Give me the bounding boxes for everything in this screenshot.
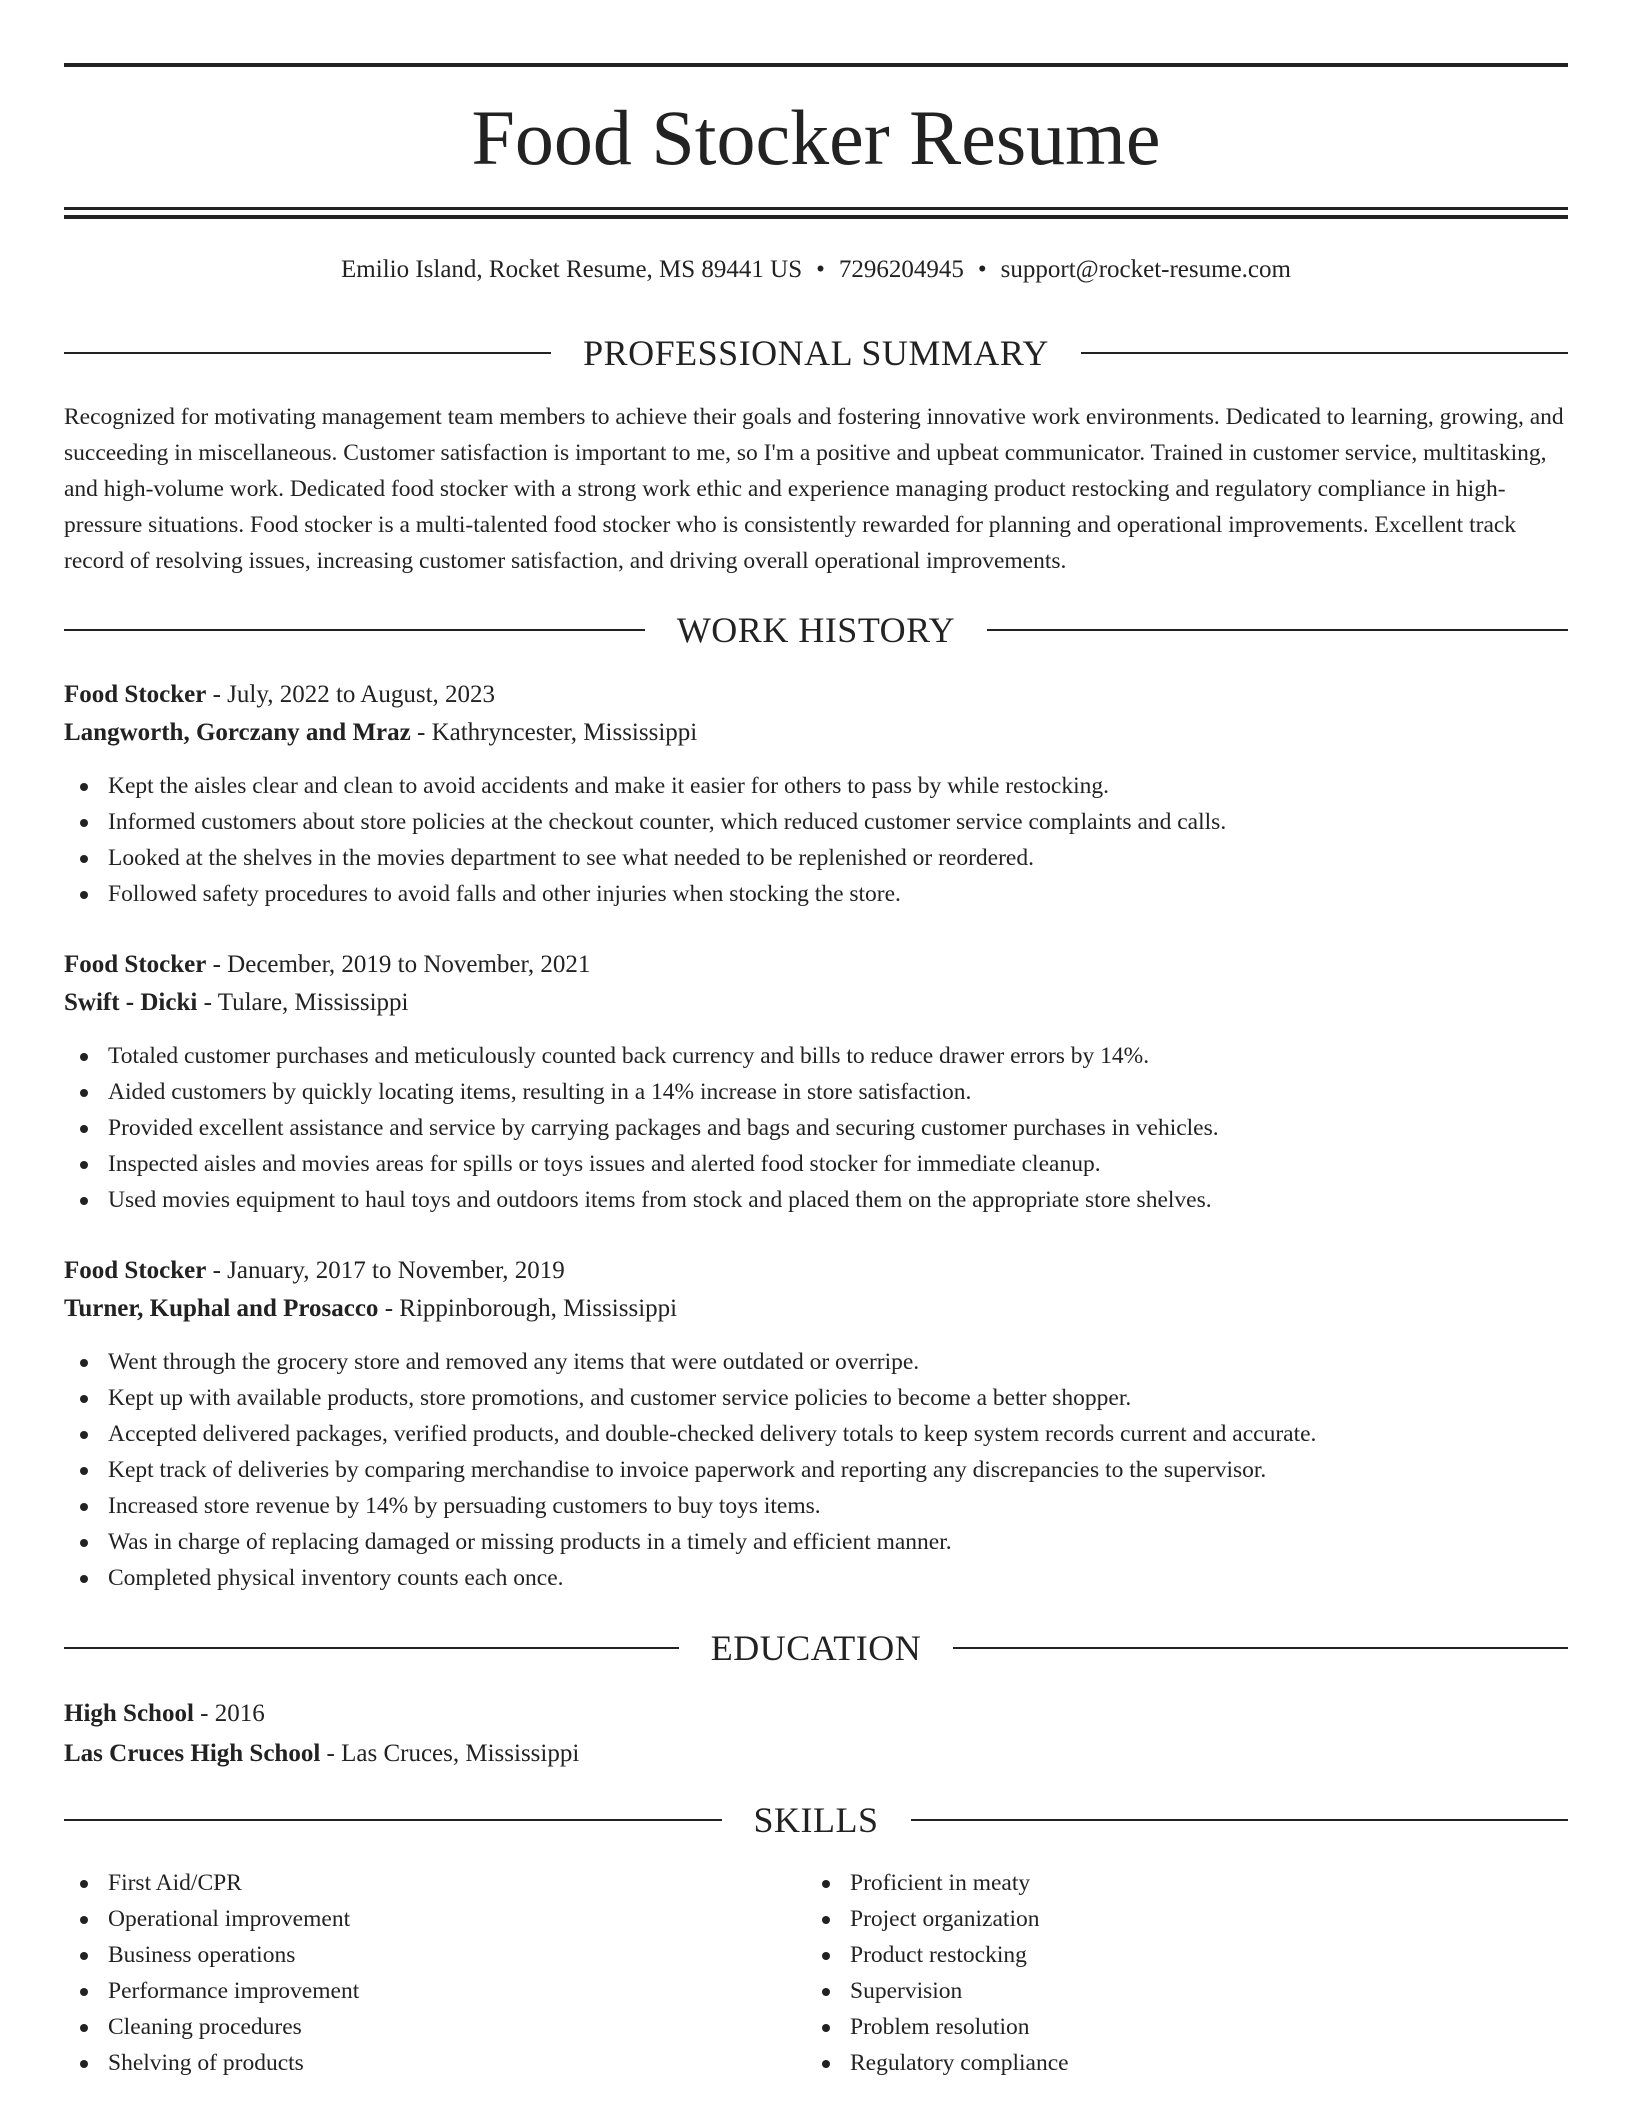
list-item: Increased store revenue by 14% by persuading customers to buy toys items. — [64, 1488, 1568, 1524]
list-item: Informed customers about store policies at the checkout counter, which reduced customer service complaints and calls. — [64, 804, 1568, 840]
list-item: Inspected aisles and movies areas for spills or toys issues and alerted food stocker for immediate cleanup. — [64, 1146, 1568, 1182]
job-bullets — [64, 1344, 1568, 1596]
contact-email: support@rocket-resume.com — [1000, 256, 1291, 283]
heading-rule — [1081, 352, 1568, 354]
list-item: Cleaning procedures — [64, 2009, 806, 2045]
job-entry — [64, 676, 1568, 912]
list-item: Followed safety procedures to avoid falls and other injuries when stocking the store. — [64, 876, 1568, 912]
heading-rule — [64, 1647, 679, 1649]
professional-summary: Recognized for motivating management team members to achieve their goals and fostering innovative work environments. Dedicated to learning, growing, and succeeding in miscellaneous. Customer satisfaction is important to me, so I'm a positive and upbeat communicator. Trained in customer service, multitasking, and high-volume work. Dedicated food stocker with a strong work ethic and experience managing product restocking and regulatory compliance in high-pressure situations. Food stocker is a multi-talented food stocker who is consistently rewarded for planning and operational improvements. Excellent track record of resolving issues, increasing customer satisfaction, and driving overall operational improvements. — [64, 404, 1564, 574]
list-item: Product restocking — [806, 1937, 1548, 1973]
job-company-line — [64, 1290, 1568, 1328]
section-title: WORK HISTORY — [676, 610, 956, 650]
job-title-line — [64, 946, 1568, 984]
list-item: Looked at the shelves in the movies department to see what needed to be replenished or reordered. — [64, 840, 1568, 876]
heading-rule — [953, 1647, 1568, 1649]
job-title: Food Stocker — [64, 951, 207, 978]
contact-address: Emilio Island, Rocket Resume, MS 89441 US — [341, 256, 803, 283]
job-bullets — [64, 1038, 1568, 1218]
list-item: Kept the aisles clear and clean to avoid accidents and make it easier for others to pass by while restocking. — [64, 768, 1568, 804]
skills-column-left — [64, 1865, 806, 2081]
job-company-line — [64, 984, 1568, 1022]
list-item: Kept up with available products, store promotions, and customer service policies to become a better shopper. — [64, 1380, 1568, 1416]
list-item: Regulatory compliance — [806, 2045, 1548, 2081]
work-history-heading — [64, 608, 1568, 652]
section-title: PROFESSIONAL SUMMARY — [583, 333, 1049, 373]
list-item: Business operations — [64, 1937, 806, 1973]
skills-heading — [64, 1798, 1568, 1842]
education-entry — [64, 1694, 1568, 1774]
list-item: Proficient in meaty — [806, 1865, 1548, 1901]
list-item: Performance improvement — [64, 1973, 806, 2009]
job-location: - Tulare, Mississippi — [197, 989, 409, 1016]
section-title: EDUCATION — [710, 1628, 922, 1668]
top-rule — [64, 63, 1568, 67]
education-degree: High School — [64, 1700, 194, 1727]
job-entry — [64, 946, 1568, 1218]
job-company-line — [64, 714, 1568, 752]
list-item: Provided excellent assistance and service by carrying packages and bags and securing customer purchases in vehicles. — [64, 1110, 1568, 1146]
section-title: SKILLS — [753, 1800, 879, 1840]
list-item: Kept track of deliveries by comparing merchandise to invoice paperwork and reporting any discrepancies to the supervisor. — [64, 1452, 1568, 1488]
education-year: - 2016 — [193, 1700, 265, 1727]
list-item: Used movies equipment to haul toys and outdoors items from stock and placed them on the appropriate store shelves. — [64, 1182, 1568, 1218]
job-company: Swift - Dicki — [64, 989, 198, 1016]
heading-rule — [911, 1819, 1569, 1821]
job-location: - Rippinborough, Mississippi — [378, 1295, 678, 1322]
list-item: Went through the grocery store and removed any items that were outdated or overripe. — [64, 1344, 1568, 1380]
heading-rule — [64, 629, 645, 631]
title-rule-lower — [64, 215, 1568, 219]
job-bullets — [64, 768, 1568, 912]
list-item: Supervision — [806, 1973, 1548, 2009]
job-dates: - December, 2019 to November, 2021 — [206, 951, 591, 978]
heading-rule — [987, 629, 1568, 631]
job-title: Food Stocker — [64, 681, 207, 708]
list-item: Completed physical inventory counts each once. — [64, 1560, 1568, 1596]
job-dates: - January, 2017 to November, 2019 — [206, 1257, 565, 1284]
job-title-line — [64, 1252, 1568, 1290]
job-title-line — [64, 676, 1568, 714]
heading-rule — [64, 1819, 722, 1821]
contact-line — [64, 252, 1568, 288]
skills-list — [64, 1865, 1568, 2081]
list-item: Accepted delivered packages, verified products, and double-checked delivery totals to keep system records current and accurate. — [64, 1416, 1568, 1452]
list-item: Operational improvement — [64, 1901, 806, 1937]
title-rule-upper — [64, 207, 1568, 210]
summary-heading — [64, 331, 1568, 375]
job-entry — [64, 1252, 1568, 1596]
list-item: Shelving of products — [64, 2045, 806, 2081]
education-school-line — [64, 1734, 1568, 1774]
list-item: Aided customers by quickly locating items, resulting in a 14% increase in store satisfaction. — [64, 1074, 1568, 1110]
education-school: Las Cruces High School — [64, 1740, 321, 1767]
list-item: Totaled customer purchases and meticulously counted back currency and bills to reduce drawer errors by 14%. — [64, 1038, 1568, 1074]
job-title: Food Stocker — [64, 1257, 207, 1284]
job-location: - Kathryncester, Mississippi — [410, 719, 698, 746]
education-location: - Las Cruces, Mississippi — [320, 1740, 580, 1767]
job-company: Langworth, Gorczany and Mraz — [64, 719, 411, 746]
contact-separator: • — [816, 256, 825, 283]
heading-rule — [64, 352, 551, 354]
contact-phone: 7296204945 — [838, 256, 964, 283]
job-company: Turner, Kuphal and Prosacco — [64, 1295, 379, 1322]
list-item: Was in charge of replacing damaged or missing products in a timely and efficient manner. — [64, 1524, 1568, 1560]
list-item: Problem resolution — [806, 2009, 1548, 2045]
skills-column-right — [806, 1865, 1548, 2081]
list-item: First Aid/CPR — [64, 1865, 806, 1901]
education-heading — [64, 1626, 1568, 1670]
page-title: Food Stocker Resume — [471, 94, 1161, 181]
contact-separator: • — [977, 256, 987, 283]
job-dates: - July, 2022 to August, 2023 — [206, 681, 496, 708]
education-degree-line — [64, 1694, 1568, 1734]
list-item: Project organization — [806, 1901, 1548, 1937]
